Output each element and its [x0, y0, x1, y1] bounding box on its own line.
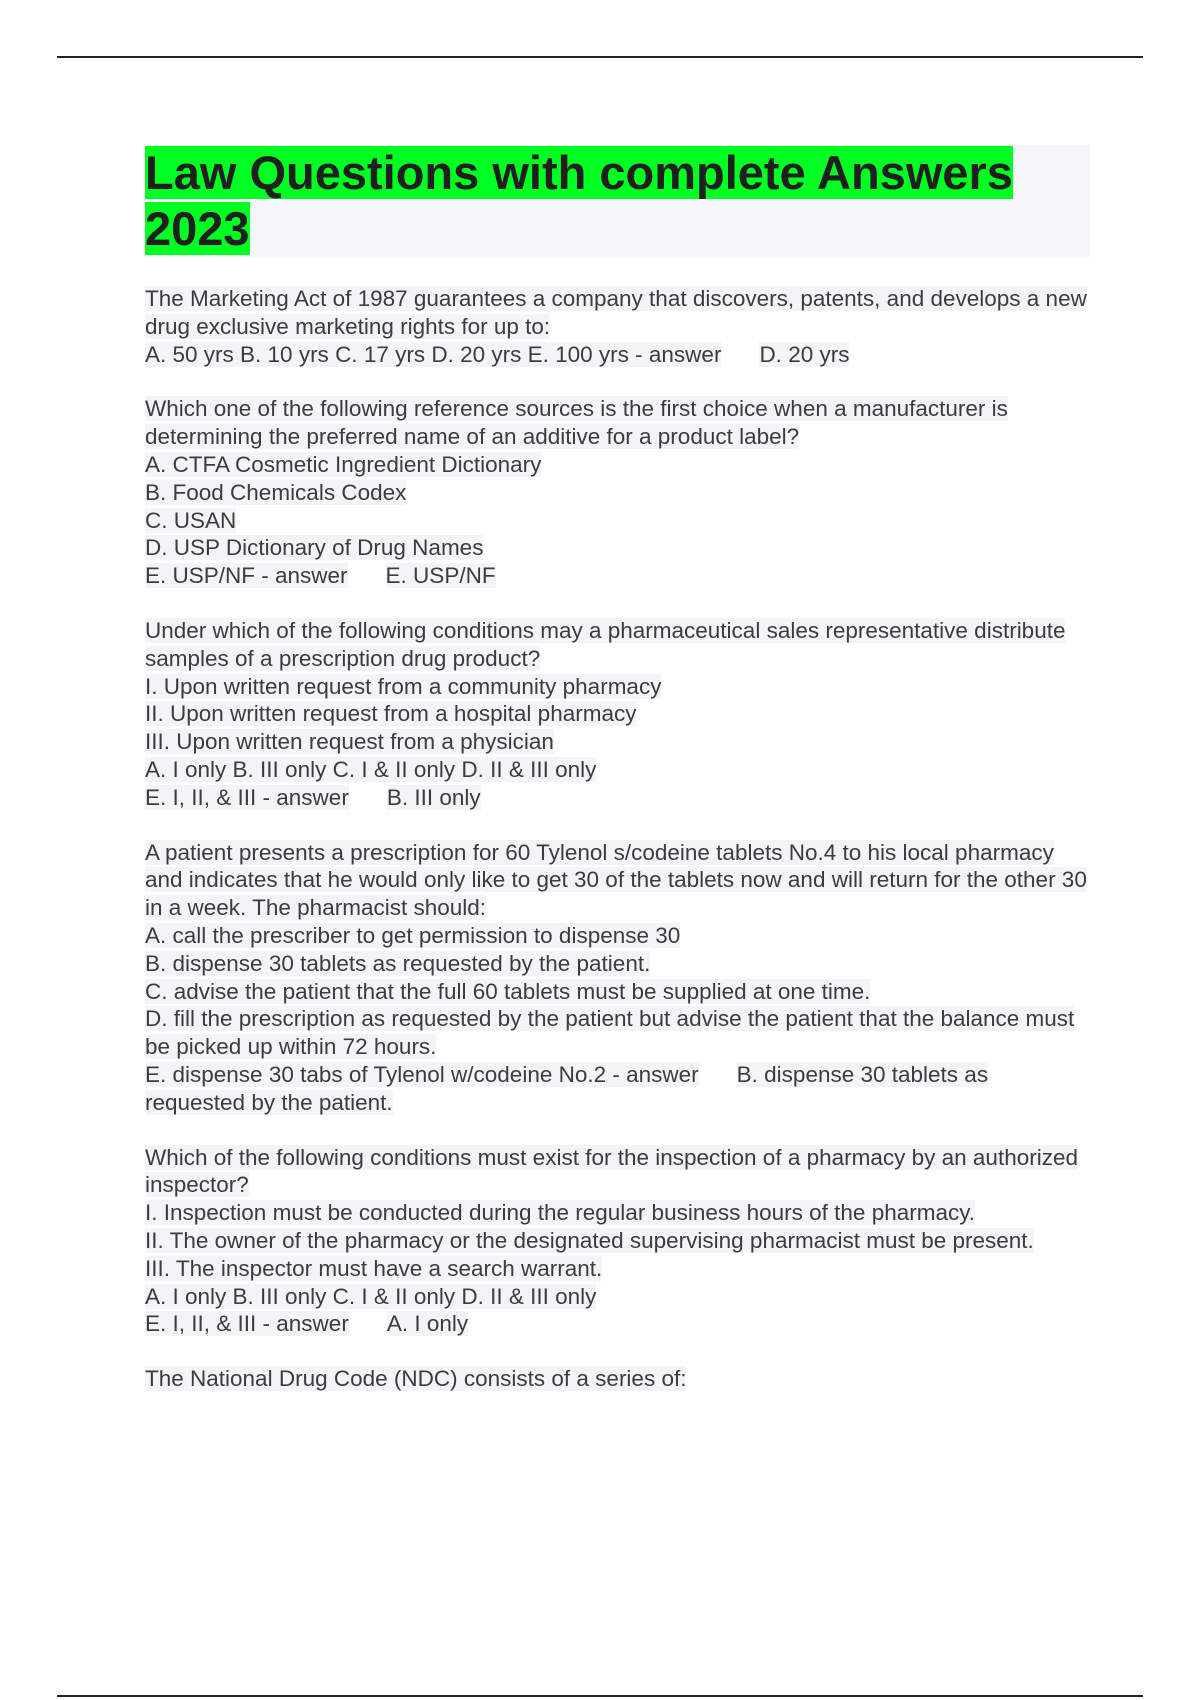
question-item	[145, 1144, 1090, 1339]
answer-line: E. I, II, & III - answer B. III only	[145, 784, 481, 810]
answer-line: E. USP/NF - answer E. USP/NF	[145, 563, 496, 589]
question-text: The National Drug Code (NDC) consists of a series of:	[145, 1366, 687, 1392]
option-line: C. advise the patient that the full 60 tablets must be supplied at one time.	[145, 978, 871, 1004]
question-item	[145, 839, 1090, 1117]
question-item	[145, 395, 1090, 590]
footer-rule	[57, 1695, 1143, 1697]
title-block	[145, 145, 1090, 257]
question-text: The Marketing Act of 1987 guarantees a company that discovers, patents, and develops a new drug exclusive marketing rights for up to:	[145, 286, 1087, 339]
option-line: A. I only B. III only C. I & II only D. II & III only	[145, 756, 597, 782]
question-text: Under which of the following conditions may a pharmaceutical sales representative distribute samples of a prescription drug product?	[145, 617, 1066, 671]
option-line: A. I only B. III only C. I & II only D. II & III only	[145, 1283, 597, 1309]
option-line: B. dispense 30 tablets as requested by the patient.	[145, 950, 651, 976]
title-highlight: Law Questions with complete Answers 2023	[145, 146, 1013, 255]
option-line: III. Upon written request from a physician	[145, 729, 554, 755]
answer-line: E. dispense 30 tabs of Tylenol w/codeine No.2 - answer B. dispense 30 tablets as requested by the patient.	[145, 1061, 989, 1115]
question-text: A patient presents a prescription for 60 Tylenol s/codeine tablets No.4 to his local pharmacy and indicates that he would only like to get 30 of the tablets now and will return for the other 30 in a week. The pharmacist should:	[145, 839, 1087, 921]
header-rule	[57, 56, 1143, 58]
option-line: C. USAN	[145, 507, 237, 533]
answer-value: E. USP/NF	[385, 563, 496, 589]
document-body	[145, 145, 1090, 1420]
question-item	[145, 617, 1090, 812]
option-line: I. Inspection must be conducted during the regular business hours of the pharmacy.	[145, 1200, 976, 1226]
answer-value: B. dispense 30 tablets as requested by the patient.	[145, 1061, 989, 1115]
question-item	[145, 1365, 1090, 1393]
question-text: Which of the following conditions must exist for the inspection of a pharmacy by an authorized inspector?	[145, 1144, 1078, 1198]
option-line: I. Upon written request from a community pharmacy	[145, 673, 662, 699]
option-line: A. call the prescriber to get permission to dispense 30	[145, 922, 681, 948]
answer-line: E. I, II, & III - answer A. I only	[145, 1311, 469, 1337]
option-line: D. fill the prescription as requested by the patient but advise the patient that the balance must be picked up within 72 hours.	[145, 1006, 1075, 1060]
option-line: III. The inspector must have a search warrant.	[145, 1255, 603, 1281]
question-item	[145, 285, 1090, 368]
answer-value: D. 20 yrs	[759, 341, 850, 367]
option-line: B. Food Chemicals Codex	[145, 479, 407, 505]
option-line: II. The owner of the pharmacy or the designated supervising pharmacist must be present.	[145, 1227, 1034, 1253]
option-line: A. CTFA Cosmetic Ingredient Dictionary	[145, 451, 542, 477]
option-line: D. USP Dictionary of Drug Names	[145, 535, 484, 561]
answer-line: A. 50 yrs B. 10 yrs C. 17 yrs D. 20 yrs E. 100 yrs - answer D. 20 yrs	[145, 341, 850, 367]
document-title	[145, 145, 1090, 257]
option-line: II. Upon written request from a hospital pharmacy	[145, 701, 637, 727]
answer-value: A. I only	[386, 1311, 469, 1337]
question-text: Which one of the following reference sources is the first choice when a manufacturer is determining the preferred name of an additive for a product label?	[145, 396, 1008, 450]
answer-value: B. III only	[386, 784, 481, 810]
